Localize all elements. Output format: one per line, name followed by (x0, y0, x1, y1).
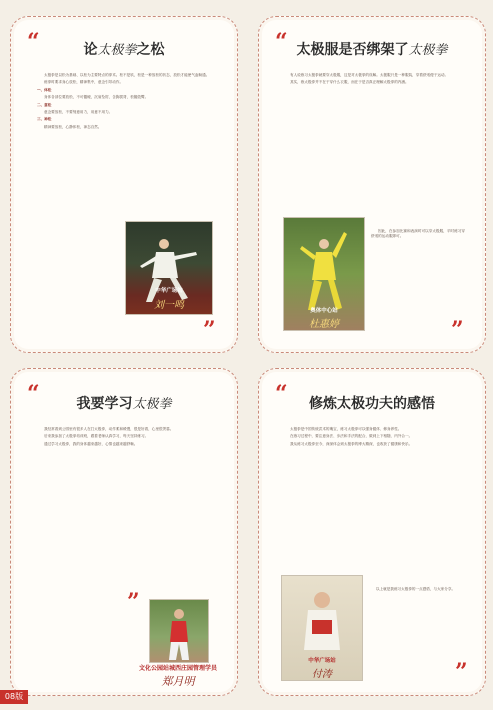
photo-person-name: 郑月明 (161, 675, 195, 688)
photo-person-name: 付涛 (312, 669, 332, 680)
article-photo (281, 575, 363, 681)
article-photo (125, 221, 213, 315)
photo-caption: 文化公园站城西庄园管理学员 (138, 665, 217, 672)
article-card-4 (258, 368, 486, 696)
article-photo (283, 217, 365, 331)
page-number: 08版 (0, 690, 28, 704)
article-card-1 (10, 16, 238, 353)
quote-close-icon: ” (203, 317, 216, 343)
article-body: 太极拳是以松为基础、以松为主要特点的拳术。松不是软，松是一种放松的状态，放松才能使气血畅通。 练拳时要求身心放松，精神集中，意念引导动作。 一、体松 身体各部位要放松，不可僵硬，沉肩坠肘，含胸拔背，松腰敛臀。 二、意松 意念要放松，不要刻意用力，用意不用力。 三、神松 精神要放松，心静体松，神态自然。 (37, 73, 210, 129)
quote-open-icon: “ (27, 381, 40, 407)
quote-open-icon: “ (275, 381, 288, 407)
article-title: 论太极拳之松 (83, 42, 165, 58)
article-title: 修炼太极功夫的感悟 (309, 396, 435, 412)
article-title: 我要学习太极拳 (76, 396, 172, 412)
photo-person-name: 刘一鸣 (154, 300, 184, 311)
article-body-side: 因此，在参加比赛和表演时可以穿太极服，平时练习穿舒适的运动服即可。 (371, 229, 465, 239)
quote-close-icon: ” (451, 317, 464, 343)
article-photo (149, 599, 209, 663)
article-body: 有人说练习太极拳就要穿太极服，这是对太极拳的误解。太极服只是一种服装，穿着舒适便于运动。 其实，练太极拳并不在于穿什么衣服，而在于是否真正理解太极拳的内涵。 (290, 73, 449, 85)
article-card-2 (258, 16, 486, 353)
quote-open-icon: “ (275, 29, 288, 55)
article-card-3 (10, 368, 238, 696)
quote-close-icon: ” (455, 659, 468, 685)
article-title: 太极服是否绑架了太极拳 (296, 42, 448, 58)
article-body: 我经常看到公园里有很多人在打太极拳，动作柔和缓慢，很是好看，心里很羡慕。 后来我参加了太极拳培训班，跟着老师认真学习，每天坚持练习。 通过学习太极拳，我的身体越来越好，心情也越来越舒畅。 (44, 427, 174, 446)
photo-station-label: 中华广场站 (308, 658, 336, 664)
quote-close-icon: ” (127, 589, 140, 615)
quote-open-icon: “ (27, 29, 40, 55)
article-body: 太极拳是中国传统武术的瑰宝，练习太极拳可以强身健体、修身养性。 在练习过程中，要注意身法、步法和手法的配合，做到上下相随、内外合一。 我从练习太极拳至今，深深体会到太极拳的博大精深，也收获了健康和快乐。 (290, 427, 413, 446)
article-body-side: 以上就是我练习太极拳的一点感悟，与大家分享。 (376, 587, 456, 591)
person-icon (150, 600, 208, 662)
photo-station-label: 奥体中心站 (310, 308, 338, 314)
photo-person-name: 杜惠婷 (309, 319, 339, 330)
photo-station-label: 中华广场站 (155, 288, 183, 294)
